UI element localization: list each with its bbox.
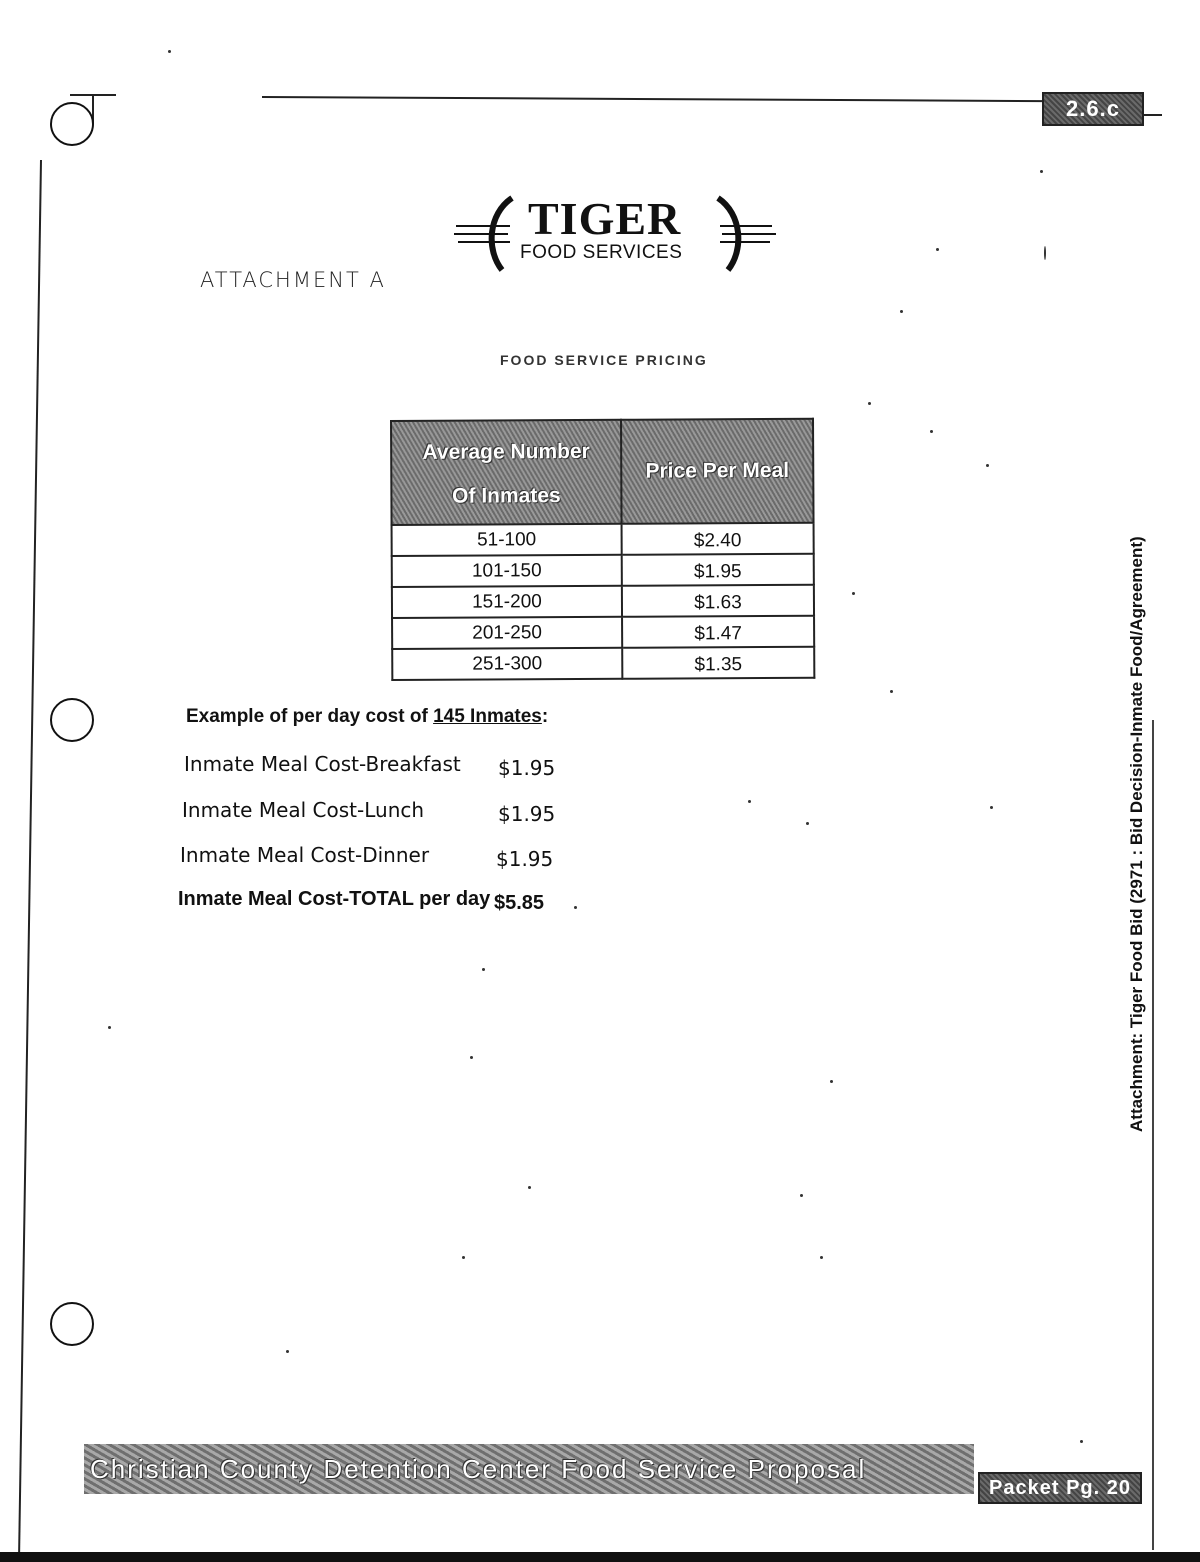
pricing-table xyxy=(390,418,815,681)
breakfast-label: Inmate Meal Cost-Breakfast xyxy=(184,752,461,776)
punch-hole-top xyxy=(50,102,94,146)
speck xyxy=(574,906,577,909)
breakfast-value: $1.95 xyxy=(498,756,556,780)
price-cell: $1.95 xyxy=(622,554,814,586)
binder-margin-line xyxy=(18,160,42,1560)
lunch-value: $1.95 xyxy=(498,802,556,826)
punch-hole-bottom xyxy=(50,1302,94,1346)
attachment-side-text: Attachment: Tiger Food Bid (2971 : Bid Decision-Inmate Food/Agreement) xyxy=(1127,536,1146,1132)
packet-page-badge: Packet Pg. 20 xyxy=(978,1472,1142,1504)
header-average-inmates xyxy=(391,420,622,525)
range-cell: 201-250 xyxy=(392,617,622,649)
tiger-logo xyxy=(450,190,780,274)
speck xyxy=(748,800,751,803)
pricing-title: FOOD SERVICE PRICING xyxy=(500,352,708,368)
example-inmate-count: 145 Inmates xyxy=(433,706,542,727)
header-rule xyxy=(262,96,1042,102)
table-row xyxy=(392,585,814,618)
speck xyxy=(286,1350,289,1353)
speck xyxy=(936,248,939,251)
logo-name: TIGER xyxy=(528,193,682,244)
speck xyxy=(1080,1440,1083,1443)
total-value: $5.85 xyxy=(494,892,545,914)
speck xyxy=(108,1026,111,1029)
table-header-row xyxy=(391,419,814,525)
price-cell: $2.40 xyxy=(622,523,814,555)
logo-subtitle: FOOD SERVICES xyxy=(520,242,683,263)
speck xyxy=(890,690,893,693)
scan-bottom-edge xyxy=(0,1552,1200,1562)
header-price-per-meal: Price Per Meal xyxy=(621,419,814,524)
speck xyxy=(820,1256,823,1259)
header-line-2: Of Inmates xyxy=(452,484,561,508)
price-cell: $1.63 xyxy=(622,585,814,617)
speck xyxy=(1044,246,1046,260)
range-cell: 51-100 xyxy=(392,524,622,556)
dinner-value: $1.95 xyxy=(496,847,554,871)
speck xyxy=(852,592,855,595)
table-row xyxy=(392,554,814,587)
punch-hole-middle xyxy=(50,698,94,742)
price-cell: $1.35 xyxy=(622,647,814,679)
speck xyxy=(900,310,903,313)
speck xyxy=(1040,170,1043,173)
header-line-1: Average Number xyxy=(422,439,590,464)
example-heading xyxy=(186,706,548,728)
table-row xyxy=(392,523,814,556)
range-cell: 151-200 xyxy=(392,586,622,618)
speck xyxy=(830,1080,833,1083)
total-label: Inmate Meal Cost-TOTAL per day xyxy=(178,888,491,910)
speck xyxy=(930,430,933,433)
speck xyxy=(800,1194,803,1197)
speck xyxy=(528,1186,531,1189)
attachment-label: ATTACHMENT A xyxy=(200,268,386,292)
price-cell: $1.47 xyxy=(622,616,814,648)
range-cell: 101-150 xyxy=(392,555,622,587)
speck xyxy=(806,822,809,825)
table-row xyxy=(392,647,814,680)
table-row xyxy=(392,616,814,649)
scan-edge-line xyxy=(1152,720,1154,1550)
speck xyxy=(462,1256,465,1259)
speck xyxy=(990,806,993,809)
speck xyxy=(482,968,485,971)
speck xyxy=(868,402,871,405)
speck xyxy=(168,50,171,53)
speck xyxy=(986,464,989,467)
agenda-item-badge: 2.6.c xyxy=(1042,92,1144,126)
lunch-label: Inmate Meal Cost-Lunch xyxy=(182,798,425,822)
range-cell: 251-300 xyxy=(392,648,622,680)
example-heading-suffix: : xyxy=(541,706,549,727)
dinner-label: Inmate Meal Cost-Dinner xyxy=(180,843,430,867)
speck xyxy=(470,1056,473,1059)
footer-proposal-strip: Christian County Detention Center Food Service Proposal xyxy=(84,1444,974,1494)
example-heading-prefix: Example of per day cost of xyxy=(186,706,428,727)
